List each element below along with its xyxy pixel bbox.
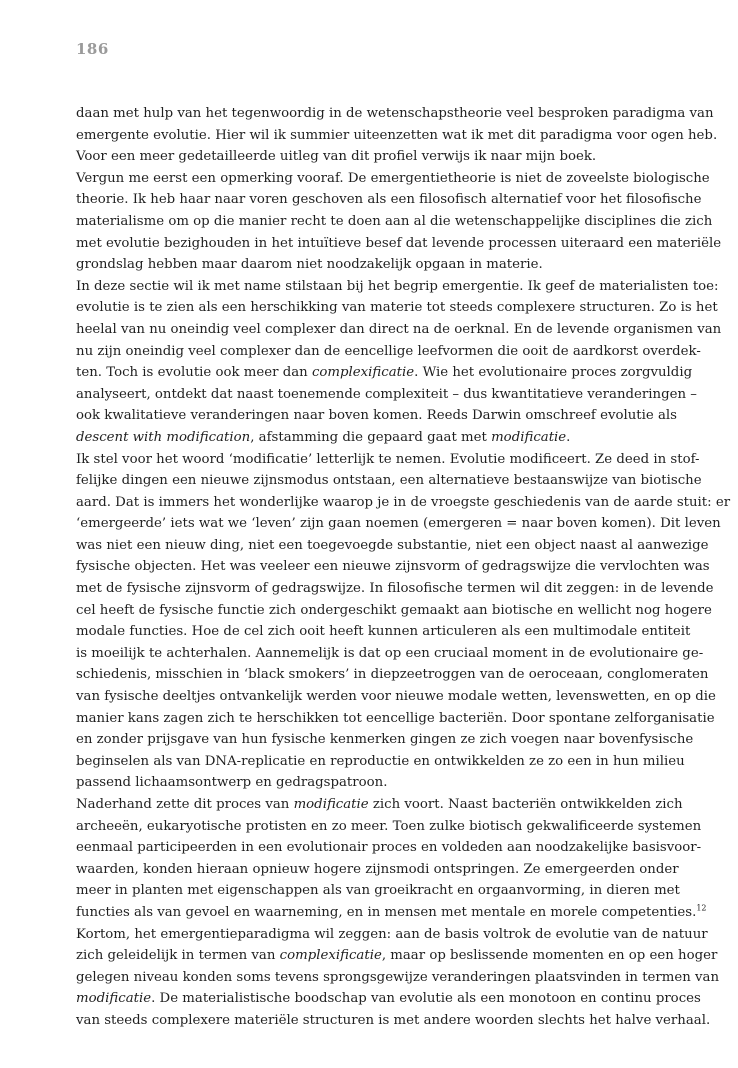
text-line: Ik stel voor het woord ‘modificatie’ letterlijk te nemen. Evolutie modificeert. Ze deed in stof- (76, 451, 700, 467)
text-line: Kortom, het emergentieparadigma wil zeggen: aan de basis voltrok de evolutie van de natuur (76, 926, 708, 942)
text-line: manier kans zagen zich te herschikken tot eencellige bacteriën. Door spontane zelforganisatie (76, 710, 715, 726)
text-line: functies als van gevoel en waarneming, en in mensen met mentale en morele competenties.$^{12}$ (76, 903, 707, 920)
text-line: van fysische deeltjes ontvankelijk werden voor nieuwe modale wetten, levenswetten, en op die (76, 689, 716, 705)
text-line: ten. Toch is evolutie ook meer dan complexificatie. Wie het evolutionaire proces zorgvuldig (76, 365, 693, 381)
text-line: cel heeft de fysische functie zich ondergeschikt gemaakt aan biotische en wellicht nog hogere (76, 602, 712, 618)
text-line: In deze sectie wil ik met name stilstaan bij het begrip emergentie. Ik geef de materialisten toe: (76, 278, 719, 294)
text-line: was niet een nieuw ding, niet een toegevoegde substantie, niet een object naast al aanwezige (76, 537, 709, 553)
text-line: Voor een meer gedetailleerde uitleg van dit profiel verwijs ik naar mijn boek. (76, 149, 597, 165)
text-line: schiedenis, misschien in ‘black smokers’ in diepzeetroggen van de oeroceaan, conglomeraten (76, 667, 709, 683)
text-line: aard. Dat is immers het wonderlijke waarop je in de vroegste geschiedenis van de aarde stuit: er (76, 494, 731, 510)
text-line: en zonder prijsgave van hun fysische kenmerken gingen ze zich voegen naar bovenfysische (76, 732, 694, 748)
text-line: archeeën, eukaryotische protisten en zo meer. Toen zulke biotisch gekwalificeerde systemen (76, 818, 702, 834)
text-line: modale functies. Hoe de cel zich ooit heeft kunnen articuleren als een multimodale entiteit (76, 624, 691, 640)
text-line: beginselen als van DNA-replicatie en reproductie en ontwikkelden ze zo een in hun milieu (76, 753, 685, 769)
text-line: passend lichaamsontwerp en gedragspatroon. (76, 775, 388, 791)
text-line: daan met hulp van het tegenwoordig in de wetenschapstheorie veel besproken paradigma van (76, 106, 714, 121)
text-line: zich geleidelijk in termen van complexificatie, maar op beslissende momenten en op een hoger (76, 948, 718, 964)
text-line: is moeilijk te achterhalen. Aannemelijk is dat op een cruciaal moment in de evolutionaire ge- (76, 645, 704, 661)
text-line: grondslag hebben maar daarom niet noodzakelijk opgaan in materie. (76, 257, 543, 273)
text-line: materialisme om op die manier recht te doen aan al die wetenschappelijke disciplines die zich (76, 213, 713, 229)
text-line: van steeds complexere materiële structuren is met andere woorden slechts het halve verhaal. (76, 1012, 711, 1028)
text-line: theorie. Ik heb haar naar voren geschoven als een filosofisch alternatief voor het filosofische (76, 192, 702, 208)
text-line: evolutie is te zien als een herschikking van materie tot steeds complexere structuren. Zo is het (76, 300, 718, 316)
text-line: waarden, konden hieraan opnieuw hogere zijnsmodi ontspringen. Ze emergeerden onder (76, 861, 679, 877)
paragraph (76, 276, 722, 449)
body-text (76, 103, 731, 1032)
text-line: ‘emergeerde’ iets wat we ‘leven’ zijn gaan noemen (emergeren = naar boven komen). Dit leven (76, 516, 721, 532)
paragraph (76, 168, 722, 276)
text-line: nu zijn oneindig veel complexer dan de eencellige leefvormen die ooit de aardkorst overdek- (76, 343, 701, 359)
footnote-marker: 12 (696, 903, 707, 913)
text-line: Naderhand zette dit proces van modificatie zich voort. Naast bacteriën ontwikkelden zich (76, 797, 683, 812)
text-line: descent with modification, afstamming die gepaard gaat met modificatie. (76, 429, 571, 445)
paragraph (76, 794, 707, 924)
page-number: 186 (76, 40, 109, 58)
paragraph (76, 924, 720, 1032)
text-line: heelal van nu oneindig veel complexer dan direct na de oerknal. En de levende organismen van (76, 321, 722, 337)
paragraph (76, 103, 718, 168)
paragraph (76, 449, 731, 795)
text-line: emergente evolutie. Hier wil ik summier uiteenzetten wat ik met dit paradigma voor ogen heb. (76, 127, 718, 143)
text-line: eenmaal participeerden in een evolutionair proces en voldeden aan noodzakelijke basisvoor- (76, 840, 702, 856)
text-line: gelegen niveau konden soms tevens sprongsgewijze veranderingen plaatsvinden in termen van (76, 969, 720, 985)
text-line: fysische objecten. Het was veeleer een nieuwe zijnsvorm of gedragswijze die vervlochten was (76, 559, 710, 575)
text-line: met de fysische zijnsvorm of gedragswijze. In filosofische termen wil dit zeggen: in de levende (76, 581, 714, 597)
text-line: Vergun me eerst een opmerking vooraf. De emergentietheorie is niet de zoveelste biologische (76, 170, 710, 186)
text-line: meer in planten met eigenschappen als van groeikracht en orgaanvorming, in dieren met (76, 883, 680, 899)
text-line: modificatie. De materialistische boodschap van evolutie als een monotoon en continu proces (76, 991, 701, 1007)
text-line: met evolutie bezighouden in het intuïtieve besef dat levende processen uiteraard een materiële (76, 235, 722, 251)
text-line: felijke dingen een nieuwe zijnsmodus ontstaan, een alternatieve bestaanswijze van biotische (76, 473, 702, 489)
text-line: analyseert, ontdekt dat naast toenemende complexiteit – dus kwantitatieve veranderingen – (76, 386, 697, 402)
text-line: ook kwalitatieve veranderingen naar boven komen. Reeds Darwin omschreef evolutie als (76, 408, 677, 424)
